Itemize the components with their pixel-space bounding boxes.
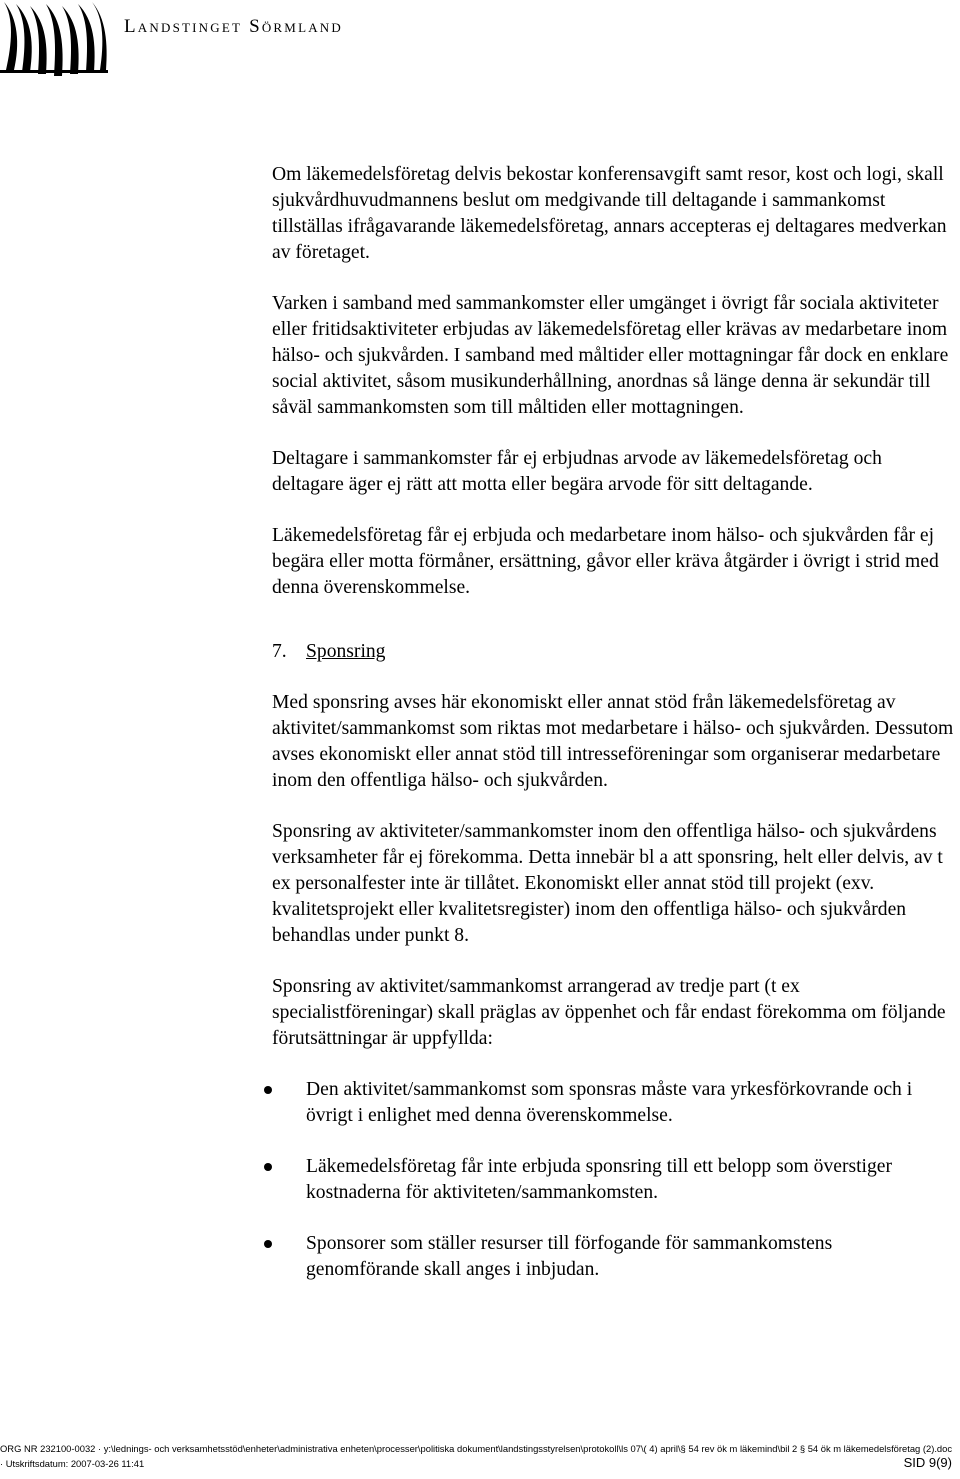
list-item <box>264 1154 950 1206</box>
footer-bottom-row <box>0 1455 958 1470</box>
document-path: ORG NR 232100-0032 · y:\lednings- och verksamhetsstöd\enheter\administrativa enheten\processer\politiska dokument\landstingsstyrelsen\protokoll\ls 07\( 4) april\§ 54 rev ök m läkemind\bil 2 § 54 ök m läkemedelsföretag (2).doc <box>0 1443 953 1454</box>
section-heading <box>272 639 958 665</box>
page-number: SID 9(9) <box>903 1455 952 1470</box>
list-item-text: Den aktivitet/sammankomst som sponsras måste vara yrkesförkovrande och i övrigt i enlighet med denna överenskommelse. <box>306 1079 913 1126</box>
paragraph: Läkemedelsföretag får ej erbjuda och medarbetare inom hälso- och sjukvården får ej begära eller motta förmåner, ersättning, gåvor eller kräva åtgärder i övrigt i strid med denna överenskommelse. <box>272 525 939 598</box>
bullet-icon <box>264 1086 272 1094</box>
list-item-text: Sponsorer som ställer resurser till förfogande för sammankomstens genomförande skall anges i inbjudan. <box>306 1233 833 1280</box>
condition-list <box>264 1077 950 1283</box>
list-item <box>264 1231 950 1283</box>
list-item-text: Läkemedelsföretag får inte erbjuda sponsring till ett belopp som överstiger kostnaderna för aktiviteten/sammankomsten. <box>306 1156 893 1203</box>
paragraph: Sponsring av aktivitet/sammankomst arrangerad av tredje part (t ex specialistföreningar) skall präglas av öppenhet och får endast förekomma om följande förutsättningar är uppfyllda: <box>272 976 946 1049</box>
list-item <box>264 1077 950 1129</box>
organization-name: Landstinget Sörmland <box>124 16 343 37</box>
landstinget-logo-icon <box>0 0 108 78</box>
paragraph: Om läkemedelsföretag delvis bekostar konferensavgift samt resor, kost och logi, skall sjukvårdhuvudmannens beslut om medgivande till deltagande i sammankomst tillställas ifrågavarande läkemedelsföretag, annars accepteras ej deltagares medverkan av företaget. <box>272 164 947 263</box>
page-footer <box>0 1443 958 1470</box>
section-number: 7. <box>272 641 287 662</box>
bullet-icon <box>264 1240 272 1248</box>
paragraph: Sponsring av aktiviteter/sammankomster inom den offentliga hälso- och sjukvårdens verksamheter får ej förekomma. Detta innebär bl a att sponsring, helt eller delvis, av t ex personalfester inte är tillåtet. Ekonomiskt eller annat stöd till projekt (exv. kvalitetsprojekt eller kvalitetsregister) inom den offentliga hälso- och sjukvården behandlas under punkt 8. <box>272 821 943 946</box>
paragraph: Varken i samband med sammankomster eller umgänget i övrigt får sociala aktiviteter eller fritidsaktiviteter erbjudas av läkemedelsföretag eller krävas av medarbetare inom hälso- och sjukvården. I samband med måltider eller mottagningar får dock en enklare social aktivitet, såsom musikunderhållning, anordnas så länge denna är sekundär till såväl sammankomsten som till måltiden eller mottagningen. <box>272 293 949 418</box>
paragraph: Deltagare i sammankomster får ej erbjudnas arvode av läkemedelsföretag och deltagare äger ej rätt att motta eller begära arvode för sitt deltagande. <box>272 448 882 495</box>
document-body <box>272 162 958 1308</box>
print-date: · Utskriftsdatum: 2007-03-26 11:41 <box>0 1458 145 1469</box>
paragraph: Med sponsring avses här ekonomiskt eller annat stöd från läkemedelsföretag av aktivitet/sammankomst som riktas mot medarbetare i hälso- och sjukvården. Dessutom avses ekonomiskt eller annat stöd till intresseföreningar som organiserar medarbetare inom den offentliga hälso- och sjukvården. <box>272 692 954 791</box>
section-title: Sponsring <box>306 641 386 662</box>
bullet-icon <box>264 1163 272 1171</box>
